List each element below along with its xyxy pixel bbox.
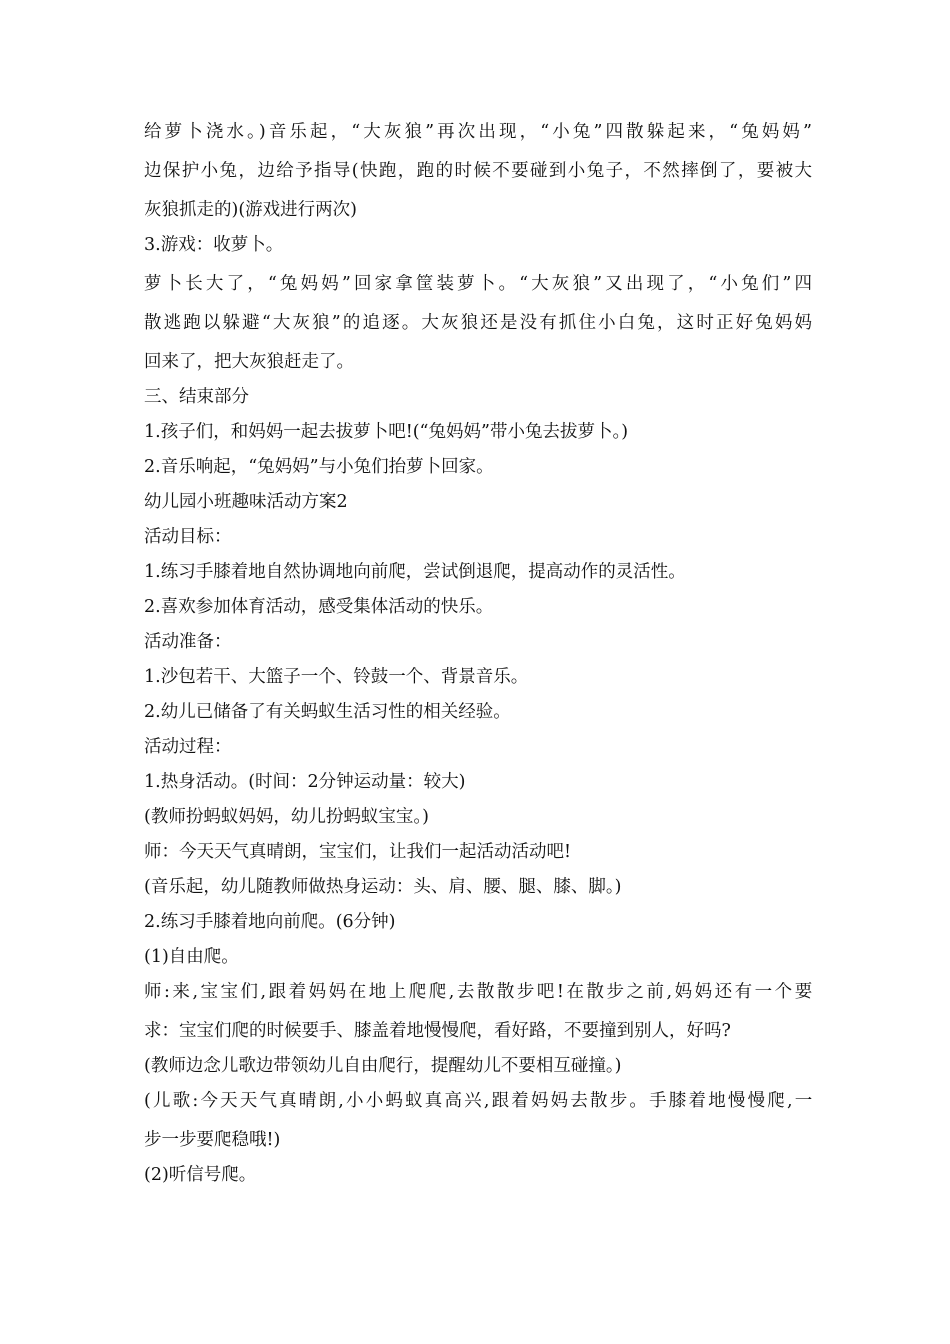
paragraph-line: 1.孩子们，和妈妈一起去拔萝卜吧!(“兔妈妈”带小兔去拔萝卜。) [144, 422, 629, 442]
section-heading: 活动过程： [144, 737, 232, 757]
paragraph-line: 师：今天天气真晴朗，宝宝们，让我们一起活动活动吧! [144, 842, 572, 862]
paragraph-line: 给萝卜浇水。)音乐起，“大灰狼”再次出现，“小兔”四散躲起来，“兔妈妈” [144, 122, 812, 142]
paragraph-line: 步一步要爬稳哦!) [144, 1130, 281, 1150]
list-item: 1.沙包若干、大篮子一个、铃鼓一个、背景音乐。 [144, 667, 529, 687]
section-heading: 活动目标： [144, 527, 232, 547]
list-item: (2)听信号爬。 [144, 1165, 257, 1185]
document-title: 幼儿园小班趣味活动方案2 [144, 492, 348, 512]
paragraph-line: 边保护小兔，边给予指导(快跑，跑的时候不要碰到小兔子，不然摔倒了，要被大 [144, 161, 812, 181]
paragraph-line: (音乐起，幼儿随教师做热身运动：头、肩、腰、腿、膝、脚。) [144, 877, 622, 897]
paragraph-line: (儿歌:今天天气真晴朗,小小蚂蚁真高兴,跟着妈妈去散步。手膝着地慢慢爬,一 [144, 1091, 812, 1111]
paragraph-line: (教师扮蚂蚁妈妈，幼儿扮蚂蚁宝宝。) [144, 807, 429, 827]
list-item: 2.喜欢参加体育活动，感受集体活动的快乐。 [144, 597, 494, 617]
section-heading: 活动准备： [144, 632, 232, 652]
paragraph-line: 回来了，把大灰狼赶走了。 [144, 352, 354, 372]
list-item: 2.幼儿已储备了有关蚂蚁生活习性的相关经验。 [144, 702, 511, 722]
paragraph-line: 散逃跑以躲避“大灰狼”的追逐。大灰狼还是没有抓住小白兔，这时正好兔妈妈 [144, 313, 812, 333]
paragraph-line: 萝卜长大了，“兔妈妈”回家拿筐装萝卜。“大灰狼”又出现了，“小兔们”四 [144, 274, 812, 294]
list-item: 1.热身活动。(时间：2分钟运动量：较大) [144, 772, 466, 792]
section-heading: 三、结束部分 [144, 387, 249, 407]
paragraph-line: 灰狼抓走的)(游戏进行两次) [144, 200, 357, 220]
paragraph-line: 求：宝宝们爬的时候要手、膝盖着地慢慢爬，看好路，不要撞到别人，好吗? [144, 1021, 731, 1041]
paragraph-line: 师:来,宝宝们,跟着妈妈在地上爬爬,去散散步吧!在散步之前,妈妈还有一个要 [144, 982, 812, 1002]
section-heading: 3.游戏：收萝卜。 [144, 235, 284, 255]
paragraph-line: 2.音乐响起，“兔妈妈”与小兔们抬萝卜回家。 [144, 457, 494, 477]
document-body [144, 120, 812, 1198]
list-item: (1)自由爬。 [144, 947, 239, 967]
list-item: 1.练习手膝着地自然协调地向前爬，尝试倒退爬，提高动作的灵活性。 [144, 562, 686, 582]
paragraph-line: (教师边念儿歌边带领幼儿自由爬行，提醒幼儿不要相互碰撞。) [144, 1056, 622, 1076]
list-item: 2.练习手膝着地向前爬。(6分钟) [144, 912, 396, 932]
